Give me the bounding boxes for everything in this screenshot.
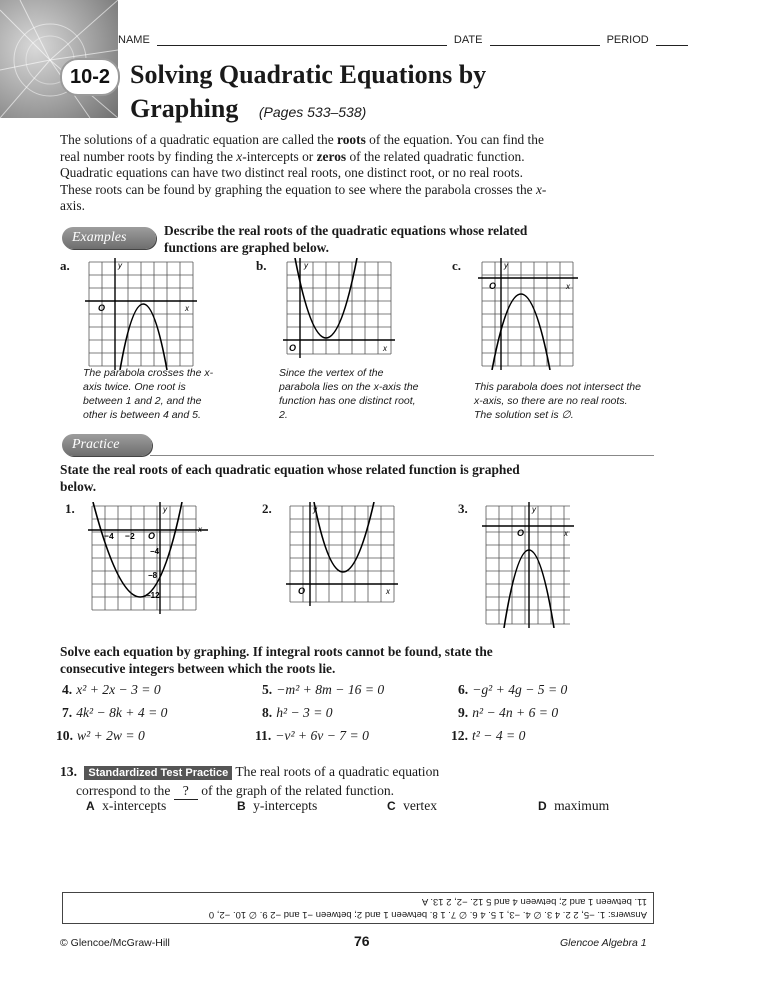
intro-text: of the related quadratic function. Quadratic equations can have two distinct real roots, one distinct root, or no real roots. These roots can be found by graphing the equation to see where the parabola crosses the <box>60 148 536 197</box>
footer-copyright: © Glencoe/McGraw-Hill <box>60 937 170 949</box>
eq-number: 11. <box>255 728 272 743</box>
q13-blank: ? <box>174 782 198 800</box>
option-letter: D <box>538 799 547 813</box>
example-b-graph <box>283 258 395 358</box>
equation-11 <box>255 728 369 744</box>
eq-number: 7. <box>62 705 73 720</box>
eq-number: 5. <box>262 682 273 697</box>
date-field[interactable] <box>490 45 600 46</box>
name-field[interactable] <box>157 45 447 46</box>
example-c-label: c. <box>452 258 462 273</box>
option-letter: C <box>387 799 396 813</box>
eq-number: 12. <box>451 728 468 743</box>
eq-text: −g² + 4g − 5 = 0 <box>472 682 568 697</box>
svg-text:x: x <box>198 525 202 534</box>
eq-text: x² + 2x − 3 = 0 <box>76 682 161 697</box>
equation-10 <box>56 728 145 744</box>
svg-text:y: y <box>313 505 317 514</box>
svg-text:O: O <box>298 586 306 596</box>
option-letter: A <box>86 799 95 813</box>
equation-12 <box>451 728 525 744</box>
practice-1-label: 1. <box>65 501 75 516</box>
practice-pill: Practice <box>62 434 152 456</box>
eq-text: 4k² − 8k + 4 = 0 <box>76 705 168 720</box>
tick-label: −4 <box>104 531 114 541</box>
svg-text:x: x <box>185 304 189 313</box>
page-reference: (Pages 533–538) <box>258 104 367 120</box>
svg-text:y: y <box>163 505 167 514</box>
period-label: PERIOD <box>606 34 649 46</box>
svg-text:y: y <box>118 261 122 270</box>
eq-number: 8. <box>262 705 273 720</box>
option-d[interactable] <box>538 798 609 814</box>
eq-text: w² + 2w = 0 <box>77 728 145 743</box>
practice-instruction: State the real roots of each quadratic equation whose related function is graphed below. <box>60 462 520 494</box>
standardized-test-badge: Standardized Test Practice <box>84 766 232 780</box>
intro-term-zeros: zeros <box>316 148 347 164</box>
svg-text:y: y <box>504 261 508 270</box>
option-a[interactable] <box>86 798 166 814</box>
answer-key-line-1: Answers: 1. −5, 2 2. 4 3. ∅ 4. −3, 1 5. 4 6. ∅ 7. 1 8. between 1 and 2; between −1 and −2 9. ∅ 10. −2, 0 <box>208 909 647 920</box>
footer-book-title: Glencoe Algebra 1 <box>560 937 647 949</box>
eq-number: 10. <box>56 728 73 743</box>
answer-key-box <box>62 892 654 924</box>
tick-label: −8 <box>148 571 158 580</box>
svg-text:x: x <box>386 587 390 596</box>
practice-divider <box>150 455 654 456</box>
example-a-caption: The parabola crosses the x-axis twice. One root is between 1 and 2, and the other is between 4 and 5. <box>83 367 214 421</box>
tick-label: −2 <box>125 531 135 541</box>
example-a-label: a. <box>60 258 70 273</box>
q13-number: 13. <box>60 764 77 779</box>
equation-6 <box>458 682 567 698</box>
svg-text:x: x <box>383 344 387 353</box>
equation-8 <box>262 705 333 721</box>
practice-2-label: 2. <box>262 501 272 516</box>
intro-text: -axis. <box>60 181 547 213</box>
practice-3-graph <box>482 502 574 628</box>
q13-text: of the graph of the related function. <box>201 783 395 798</box>
page-number: 76 <box>354 933 370 949</box>
title-line-2-text: Graphing <box>130 94 239 123</box>
svg-text:O: O <box>289 343 297 353</box>
intro-text: of the equation. You can find the real number roots by finding the <box>60 132 544 164</box>
intro-paragraph <box>60 132 550 215</box>
lesson-number-badge: 10-2 <box>60 58 120 96</box>
examples-pill: Examples <box>62 227 156 249</box>
practice-2-graph <box>286 502 398 606</box>
equation-9 <box>458 705 558 721</box>
title-line-2 <box>130 92 486 129</box>
example-b-caption: Since the vertex of the parabola lies on the x-axis the function has one distinct root, 2. <box>279 367 419 421</box>
tick-label: −4 <box>150 547 160 556</box>
intro-text: -intercepts or <box>242 148 317 164</box>
svg-text:O: O <box>98 303 106 313</box>
eq-text: −m² + 8m − 16 = 0 <box>276 682 385 697</box>
svg-text:x: x <box>564 529 568 538</box>
examples-instruction: Describe the real roots of the quadratic equations whose related functions are graphed below. <box>164 223 528 255</box>
intro-var-x: x <box>236 148 243 164</box>
equation-7 <box>62 705 167 721</box>
example-b-label: b. <box>256 258 267 273</box>
option-letter: B <box>237 799 246 813</box>
eq-text: h² − 3 = 0 <box>276 705 333 720</box>
option-text: maximum <box>554 798 610 813</box>
svg-text:O: O <box>517 528 525 538</box>
eq-number: 9. <box>458 705 469 720</box>
svg-text:O: O <box>489 281 497 291</box>
name-label: NAME <box>118 34 150 46</box>
period-field[interactable] <box>656 45 688 46</box>
svg-text:x: x <box>566 282 570 291</box>
answer-key-line-2: 11. between 1 and 2; between 4 and 5 12. −2, 2 13. A <box>421 896 647 907</box>
q13-text: The real roots of a quadratic equation <box>235 764 440 779</box>
svg-text:y: y <box>304 261 308 270</box>
option-text: y-intercepts <box>253 798 318 813</box>
name-date-period-line <box>118 34 692 46</box>
tick-label: −12 <box>146 591 160 600</box>
solve-instruction: Solve each equation by graphing. If integral roots cannot be found, state the consecutive integers between which the roots lie. <box>60 644 493 676</box>
option-c[interactable] <box>387 798 437 814</box>
question-13 <box>60 763 620 800</box>
intro-var-x: x <box>535 181 542 197</box>
eq-text: −v² + 6v − 7 = 0 <box>275 728 369 743</box>
example-a-graph <box>85 258 197 370</box>
q13-text: correspond to the <box>76 783 171 798</box>
equation-4 <box>62 682 161 698</box>
example-c-graph <box>478 258 578 370</box>
option-b[interactable] <box>237 798 317 814</box>
practice-1-graph <box>88 502 208 614</box>
eq-number: 4. <box>62 682 73 697</box>
intro-term-roots: roots <box>337 132 366 147</box>
title-line-1: Solving Quadratic Equations by <box>130 60 487 89</box>
intro-text: The solutions of a quadratic equation are called the <box>60 132 338 147</box>
eq-text: t² − 4 = 0 <box>472 728 526 743</box>
svg-text:O: O <box>148 531 156 541</box>
eq-number: 6. <box>458 682 469 697</box>
option-text: vertex <box>403 798 438 813</box>
eq-text: n² − 4n + 6 = 0 <box>472 705 559 720</box>
date-label: DATE <box>453 34 483 46</box>
svg-text:y: y <box>532 505 536 514</box>
example-c-caption: This parabola does not intersect the x-axis, so there are no real roots. The solution set is ∅. <box>474 381 641 421</box>
page-title <box>130 58 486 129</box>
equation-5 <box>262 682 384 698</box>
practice-3-label: 3. <box>458 501 468 516</box>
option-text: x-intercepts <box>102 798 167 813</box>
